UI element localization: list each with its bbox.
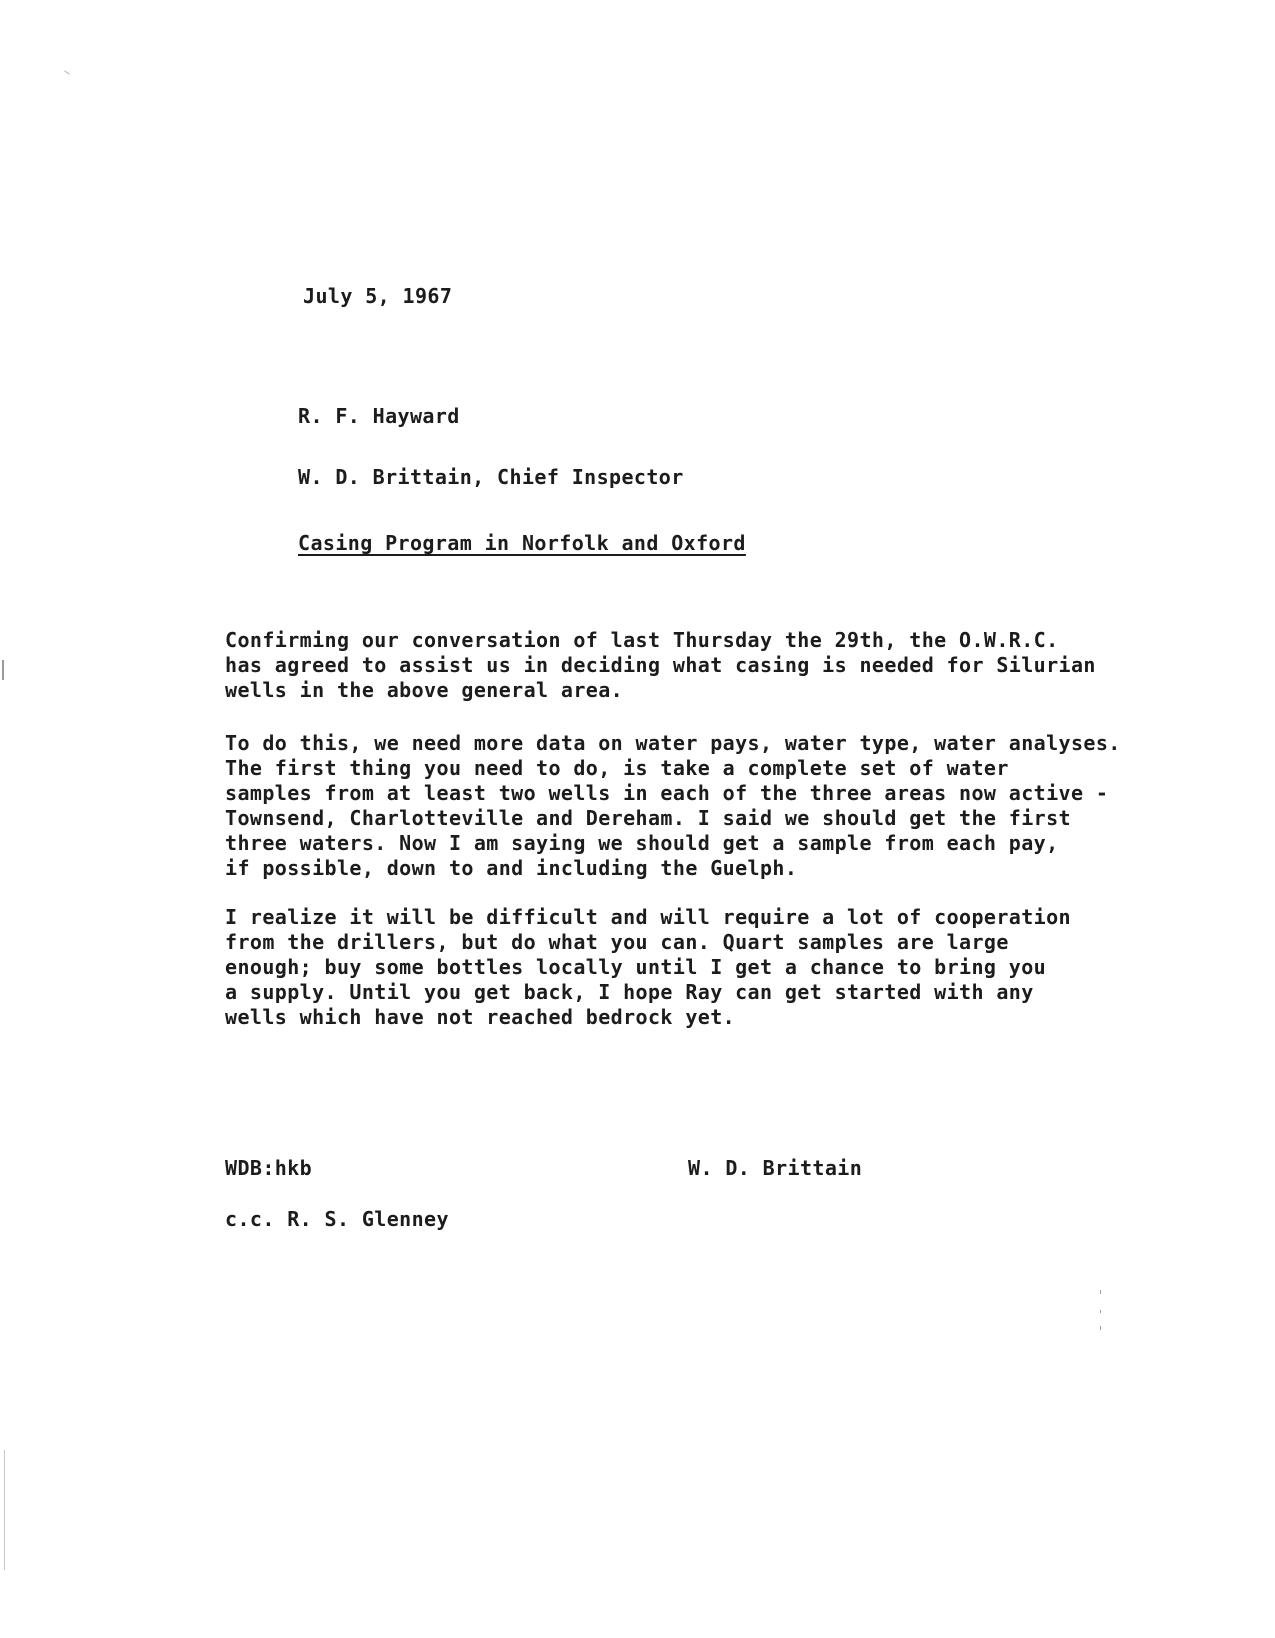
signature-name: W. D. Brittain (688, 1156, 863, 1180)
paragraph-line: if possible, down to and including the Guelph. (225, 856, 798, 880)
scan-mark (2, 660, 4, 680)
paragraph-line: wells in the above general area. (225, 678, 624, 702)
scan-mark (1100, 1290, 1101, 1294)
paragraph-line: three waters. Now I am saying we should get a sample from each pay, (225, 831, 1059, 855)
paragraph-line: The first thing you need to do, is take a complete set of water (225, 756, 1009, 780)
body-paragraph-1 (225, 628, 1096, 703)
scan-mark (64, 70, 69, 74)
paragraph-line: enough; buy some bottles locally until I get a chance to bring you (225, 955, 1047, 979)
paragraph-line: To do this, we need more data on water pays, water type, water analyses. (225, 731, 1121, 755)
reference-initials: WDB:hkb (225, 1156, 313, 1180)
paragraph-line: a supply. Until you get back, I hope Ray can get started with any (225, 980, 1034, 1004)
paragraph-line: from the drillers, but do what you can. Quart samples are large (225, 930, 1009, 954)
memo-date: July 5, 1967 (303, 284, 453, 308)
scan-mark (1100, 1310, 1101, 1313)
paragraph-line: Townsend, Charlotteville and Dereham. I said we should get the first (225, 806, 1071, 830)
paragraph-line: I realize it will be difficult and will require a lot of cooperation (225, 905, 1071, 929)
body-paragraph-3 (225, 905, 1071, 1030)
paragraph-line: wells which have not reached bedrock yet. (225, 1005, 736, 1029)
carbon-copy-line: c.c. R. S. Glenney (225, 1207, 449, 1231)
body-paragraph-2 (225, 731, 1121, 881)
paragraph-line: Confirming our conversation of last Thursday the 29th, the O.W.R.C. (225, 628, 1059, 652)
memo-sender: W. D. Brittain, Chief Inspector (298, 465, 684, 489)
scan-mark (1100, 1326, 1101, 1330)
paragraph-line: samples from at least two wells in each of the three areas now active - (225, 781, 1109, 805)
scan-mark (4, 1450, 5, 1570)
paragraph-line: has agreed to assist us in deciding what casing is needed for Silurian (225, 653, 1096, 677)
memo-subject: Casing Program in Norfolk and Oxford (298, 531, 746, 555)
memo-recipient: R. F. Hayward (298, 404, 460, 428)
